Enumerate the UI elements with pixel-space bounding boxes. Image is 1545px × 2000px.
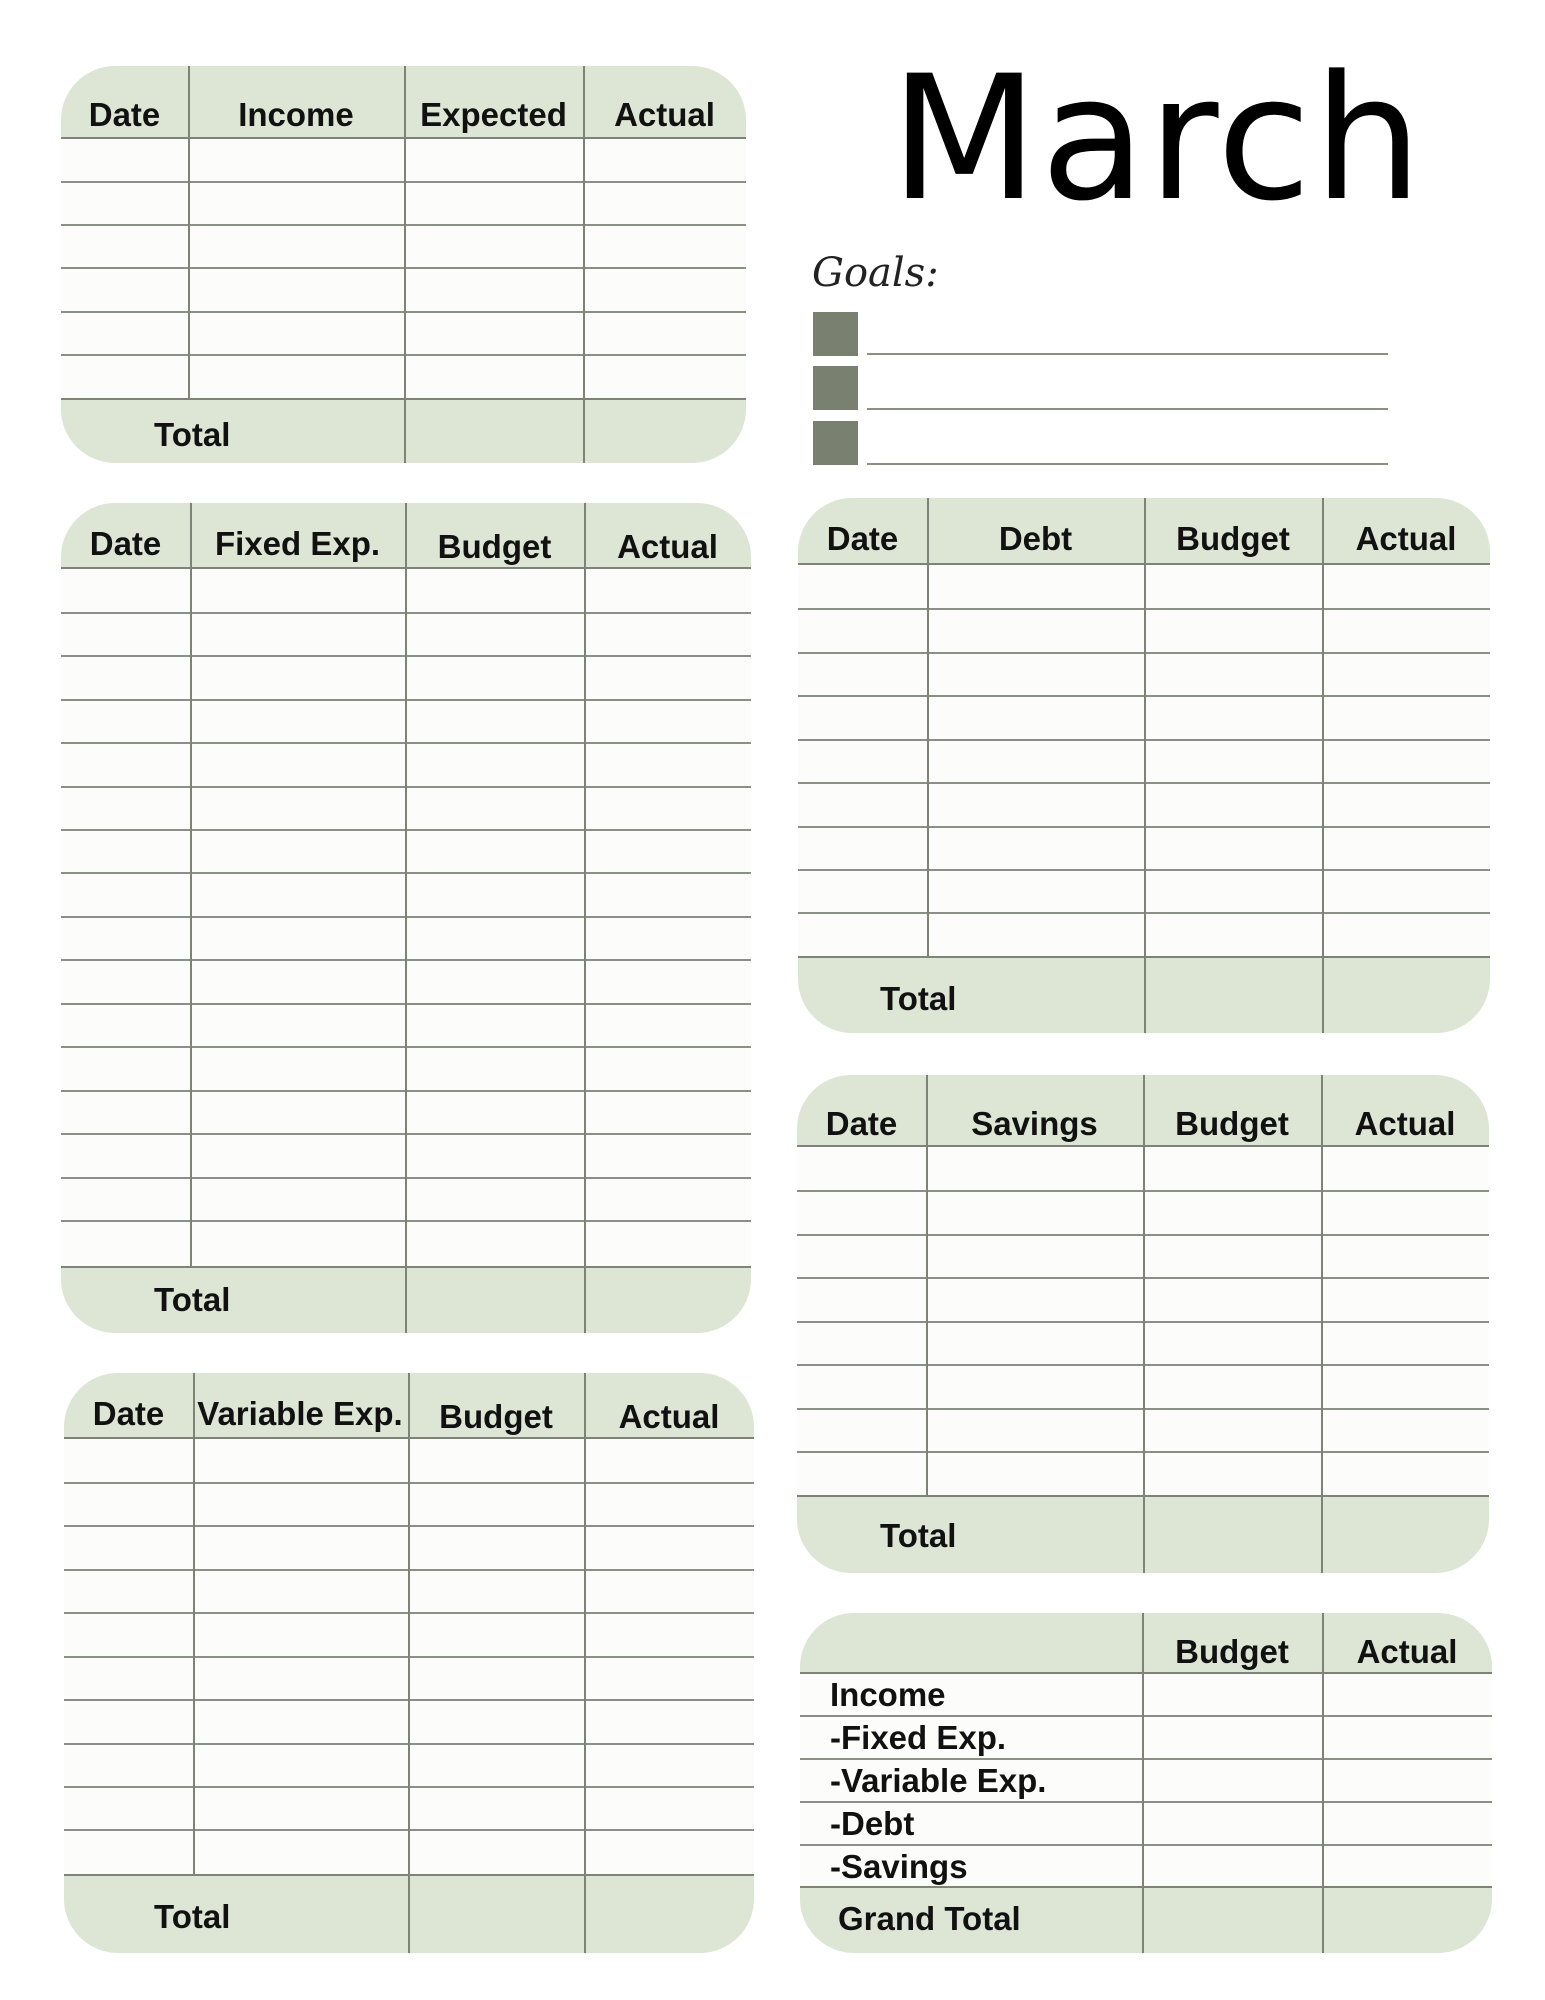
- column-header-fixed-exp: Fixed Exp.: [214, 525, 381, 562]
- variable-expenses-table: [64, 1373, 754, 1953]
- income-table: [61, 66, 746, 463]
- total-label: Total: [154, 416, 231, 453]
- column-header-budget: Budget: [437, 528, 552, 565]
- goal-line[interactable]: [867, 463, 1388, 465]
- column-header-actual: Actual: [618, 1398, 720, 1435]
- column-header-date: Date: [88, 96, 161, 133]
- fixed-expenses-table: [61, 503, 751, 1333]
- summary-row-variable-exp: -Variable Exp.: [830, 1762, 1047, 1799]
- column-header-expected: Expected: [420, 96, 567, 133]
- column-header-budget: Budget: [1176, 520, 1290, 557]
- column-header-actual: Actual: [1355, 520, 1457, 557]
- summary-table: [800, 1613, 1492, 1953]
- column-header-budget: Budget: [1175, 1633, 1289, 1670]
- column-header-date: Date: [826, 520, 899, 557]
- total-label: Total: [154, 1281, 231, 1318]
- column-header-date: Date: [92, 1395, 165, 1432]
- goals-label: Goals:: [812, 250, 939, 296]
- column-header-actual: Actual: [614, 96, 715, 133]
- goal-line[interactable]: [867, 408, 1388, 410]
- column-header-income: Income: [238, 96, 354, 133]
- summary-row-savings: -Savings: [830, 1848, 968, 1885]
- total-label: Total: [154, 1898, 231, 1935]
- total-label: Total: [880, 980, 957, 1017]
- total-label: Total: [880, 1517, 957, 1554]
- grand-total-label: Grand Total: [838, 1900, 1021, 1937]
- column-header-actual: Actual: [1356, 1633, 1458, 1670]
- column-header-actual: Actual: [1354, 1105, 1456, 1142]
- column-header-debt: Debt: [998, 520, 1073, 557]
- goal-checkbox[interactable]: [813, 421, 858, 465]
- page-title: March: [890, 38, 1425, 239]
- column-header-actual: Actual: [617, 528, 718, 565]
- summary-row-fixed-exp: -Fixed Exp.: [830, 1719, 1007, 1756]
- savings-table: [797, 1075, 1489, 1573]
- column-header-date: Date: [825, 1105, 898, 1142]
- column-header-budget: Budget: [1175, 1105, 1289, 1142]
- summary-row-income: Income: [830, 1676, 946, 1713]
- column-header-savings: Savings: [971, 1105, 1098, 1142]
- debt-table: [798, 498, 1490, 1033]
- goal-line[interactable]: [867, 353, 1388, 355]
- goal-checkbox[interactable]: [813, 312, 858, 356]
- column-header-variable-exp: Variable Exp.: [197, 1395, 403, 1432]
- summary-row-debt: -Debt: [830, 1805, 915, 1842]
- goal-checkbox[interactable]: [813, 366, 858, 410]
- column-header-date: Date: [89, 525, 162, 562]
- column-header-budget: Budget: [439, 1398, 553, 1435]
